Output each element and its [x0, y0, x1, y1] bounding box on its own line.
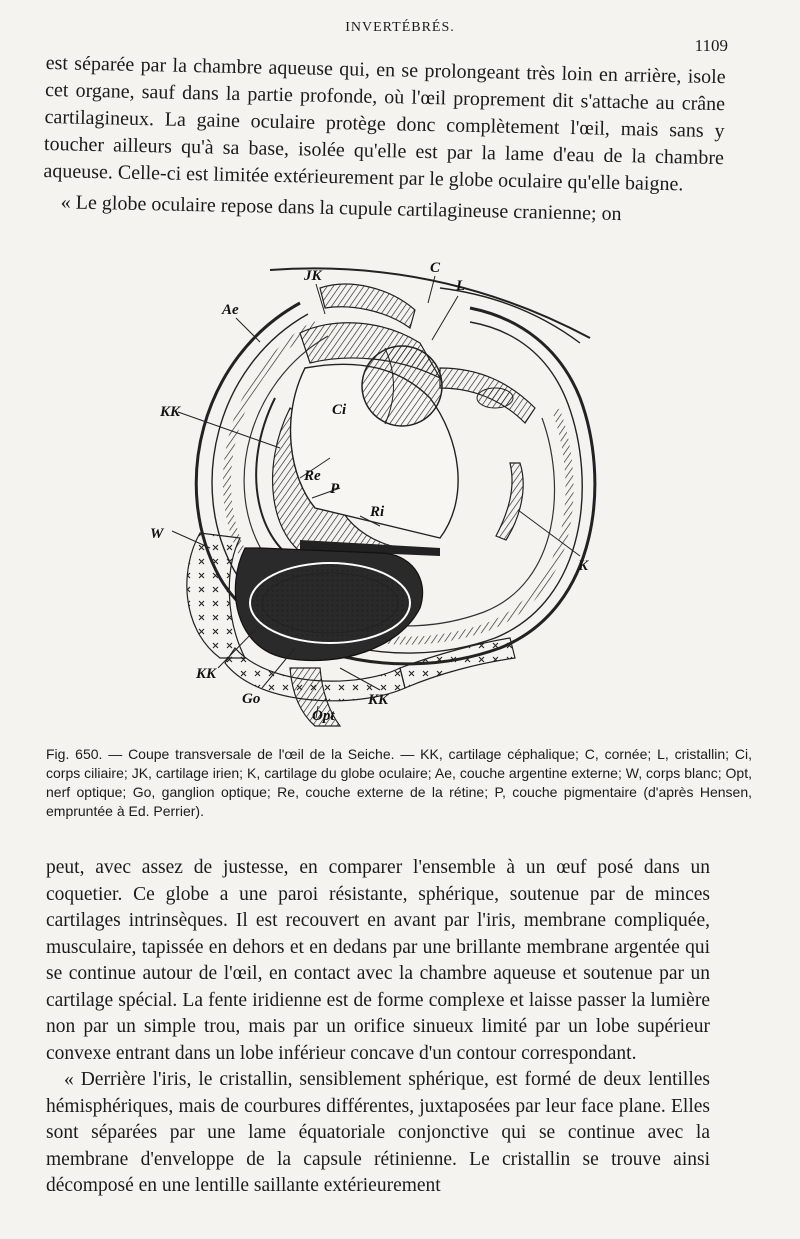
label-Ae: Ae — [222, 302, 239, 318]
label-C: C — [430, 260, 441, 276]
eye-cross-section-figure — [140, 248, 660, 738]
iris-cartilage — [320, 284, 415, 328]
page-number: 1109 — [694, 36, 728, 55]
label-KK-left: KK — [160, 404, 181, 420]
label-Re: Re — [304, 468, 321, 484]
label-P: P — [330, 481, 340, 497]
label-JK: JK — [304, 268, 322, 284]
label-Opt: Opt — [312, 708, 335, 724]
label-Go: Go — [242, 691, 261, 707]
label-L: L — [456, 278, 466, 294]
top-paragraph-1: est séparée par la chambre aqueuse qui, en se prolongeant très loin en arrière, isole cet organe, sauf dans la partie profonde, où l'œil proprement dit s'attache au crâne cartilagineux. La gaine oculaire protège donc complètement l'œil, mais sans y toucher ailleurs qu'à sa base, isolée qu'elle est par la lame d'eau de la chambre aqueuse. Celle-ci est limitée extérieurement par le globe oculaire qu'elle baigne. — [43, 51, 726, 196]
label-KK-bottom-left: KK — [196, 666, 217, 682]
bottom-text-block — [46, 855, 710, 1200]
eye-diagram — [140, 248, 660, 738]
bottom-paragraph-2: « Derrière l'iris, le cristallin, sensiblement sphérique, est formé de deux lentilles hémisphériques, mais de courbures différentes, juxtaposées par leur face plane. Elles sont séparées par une lame équatoriale conjonctive qui se continue avec la membrane d'enveloppe de la capsule rétinienne. Le cristallin se trouve ainsi décomposé en une lentille saillante extérieurement — [46, 1069, 710, 1196]
figure-caption: Fig. 650. — Coupe transversale de l'œil de la Seiche. — KK, cartilage céphalique; C, cornée; L, cristallin; Ci, corps ciliaire; JK, cartilage irien; K, cartilage du globe oculaire; Ae, couche argentine externe; W, corps blanc; Opt, nerf optique; Go, ganglion optique; Re, couche externe de la rétine; P, couche pigmentaire (d'après Hensen, empruntée à Ed. Perrier). — [46, 746, 752, 819]
label-Ri: Ri — [370, 504, 385, 520]
label-Ci: Ci — [332, 402, 347, 418]
running-header: INVERTÉBRÉS. — [345, 20, 455, 35]
label-KK-bottom-right: KK — [368, 692, 389, 708]
top-paragraph-2: « Le globe oculaire repose dans la cupule cartilagineuse cranienne; on — [60, 191, 622, 226]
label-K: K — [578, 558, 589, 574]
label-W: W — [150, 526, 164, 542]
lens — [362, 346, 442, 426]
top-text-block — [43, 50, 726, 230]
bottom-paragraph-1: peut, avec assez de justesse, en comparer l'ensemble à un œuf posé dans un coquetier. Ce globe a une paroi résistante, sphérique, soutenue par de minces cartilages intrinsèques. Il est recouvert en avant par l'iris, membrane compliquée, musculaire, tapissée en dehors et en dedans par une brillante membrane argentée qui se continue autour de l'œil, en contact avec la chambre aqueuse et soutenue par un cartilage spécial. La fente iridienne est de forme complexe et laisse passer la lumière non par un simple trou, mais par un orifice sinueux limité par un lobe supérieur convexe entrant dans un lobe inférieur concave d'un contour correspondant. — [46, 857, 710, 1064]
globe-cartilage — [496, 463, 523, 540]
